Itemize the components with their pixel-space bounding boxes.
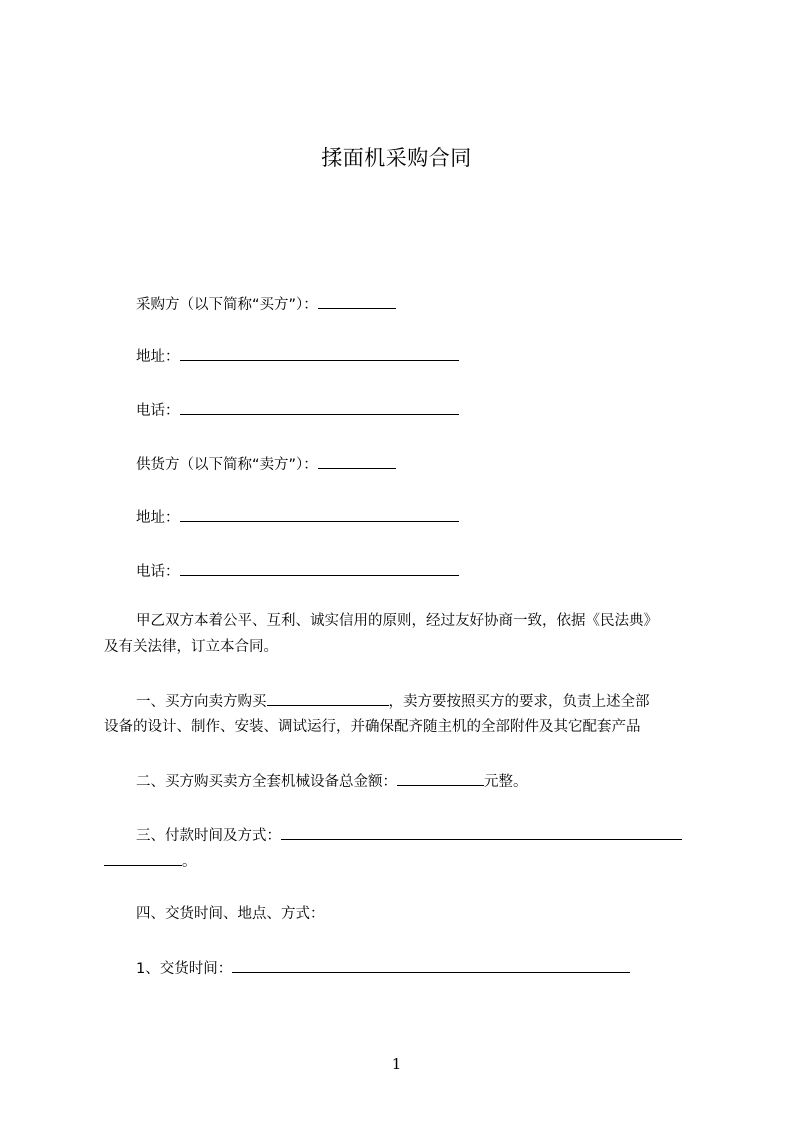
- buyer-address-blank: [180, 345, 459, 361]
- seller-label: 供货方（以下简称“卖方”）：: [136, 457, 318, 473]
- seller-name-blank: [318, 453, 396, 469]
- seller-line: [136, 453, 396, 475]
- clause-3-payment-blank: [281, 824, 682, 840]
- buyer-phone-blank: [180, 399, 459, 415]
- buyer-phone-line: [136, 399, 459, 421]
- clause-1-prefix: 一、买方向卖方购买: [136, 694, 267, 710]
- clause-2-suffix: 元整。: [484, 774, 528, 790]
- buyer-phone-label: 电话：: [136, 403, 180, 419]
- preamble-line-1: 甲乙双方本着公平、互利、诚实信用的原则，经过友好协商一致，依据《民法典》: [136, 613, 658, 629]
- clause-2-amount-blank: [397, 770, 484, 786]
- buyer-label: 采购方（以下简称“买方”）：: [136, 297, 318, 313]
- clause-2-prefix: 二、买方购买卖方全套机械设备总金额：: [136, 774, 397, 790]
- clause-4-heading: 四、交货时间、地点、方式：: [136, 906, 325, 922]
- clause-1-suffix: ，卖方要按照买方的要求，负责上述全部: [388, 694, 650, 710]
- clause-3-prefix: 三、付款时间及方式：: [136, 828, 281, 844]
- buyer-name-blank: [318, 293, 396, 309]
- clause-1-line-1: [136, 690, 650, 712]
- seller-address-blank: [180, 506, 459, 522]
- clause-4-item-1-label: 1、交货时间：: [136, 961, 233, 977]
- clause-1-line-2: 设备的设计、制作、安装、调试运行，并确保配齐随主机的全部附件及其它配套产品: [104, 719, 641, 735]
- clause-3-payment-blank-cont: [104, 850, 182, 866]
- clause-2-line: [136, 770, 528, 792]
- clause-3-line-1: [136, 824, 682, 846]
- buyer-address-label: 地址：: [136, 349, 180, 365]
- seller-address-line: [136, 506, 459, 528]
- seller-phone-blank: [180, 560, 459, 576]
- clause-3-line-2: [104, 850, 197, 872]
- preamble-line-2: 及有关法律，订立本合同。: [104, 639, 278, 655]
- clause-3-end: 。: [182, 854, 197, 870]
- clause-4-item-1-line: [136, 957, 630, 979]
- buyer-line: [136, 293, 396, 315]
- contract-title: 揉面机采购合同: [321, 146, 472, 170]
- seller-address-label: 地址：: [136, 510, 180, 526]
- buyer-address-line: [136, 345, 459, 367]
- page-number: 1: [391, 1055, 402, 1073]
- clause-1-item-blank: [267, 690, 389, 706]
- seller-phone-label: 电话：: [136, 564, 180, 580]
- delivery-time-blank: [232, 957, 630, 973]
- seller-phone-line: [136, 560, 459, 582]
